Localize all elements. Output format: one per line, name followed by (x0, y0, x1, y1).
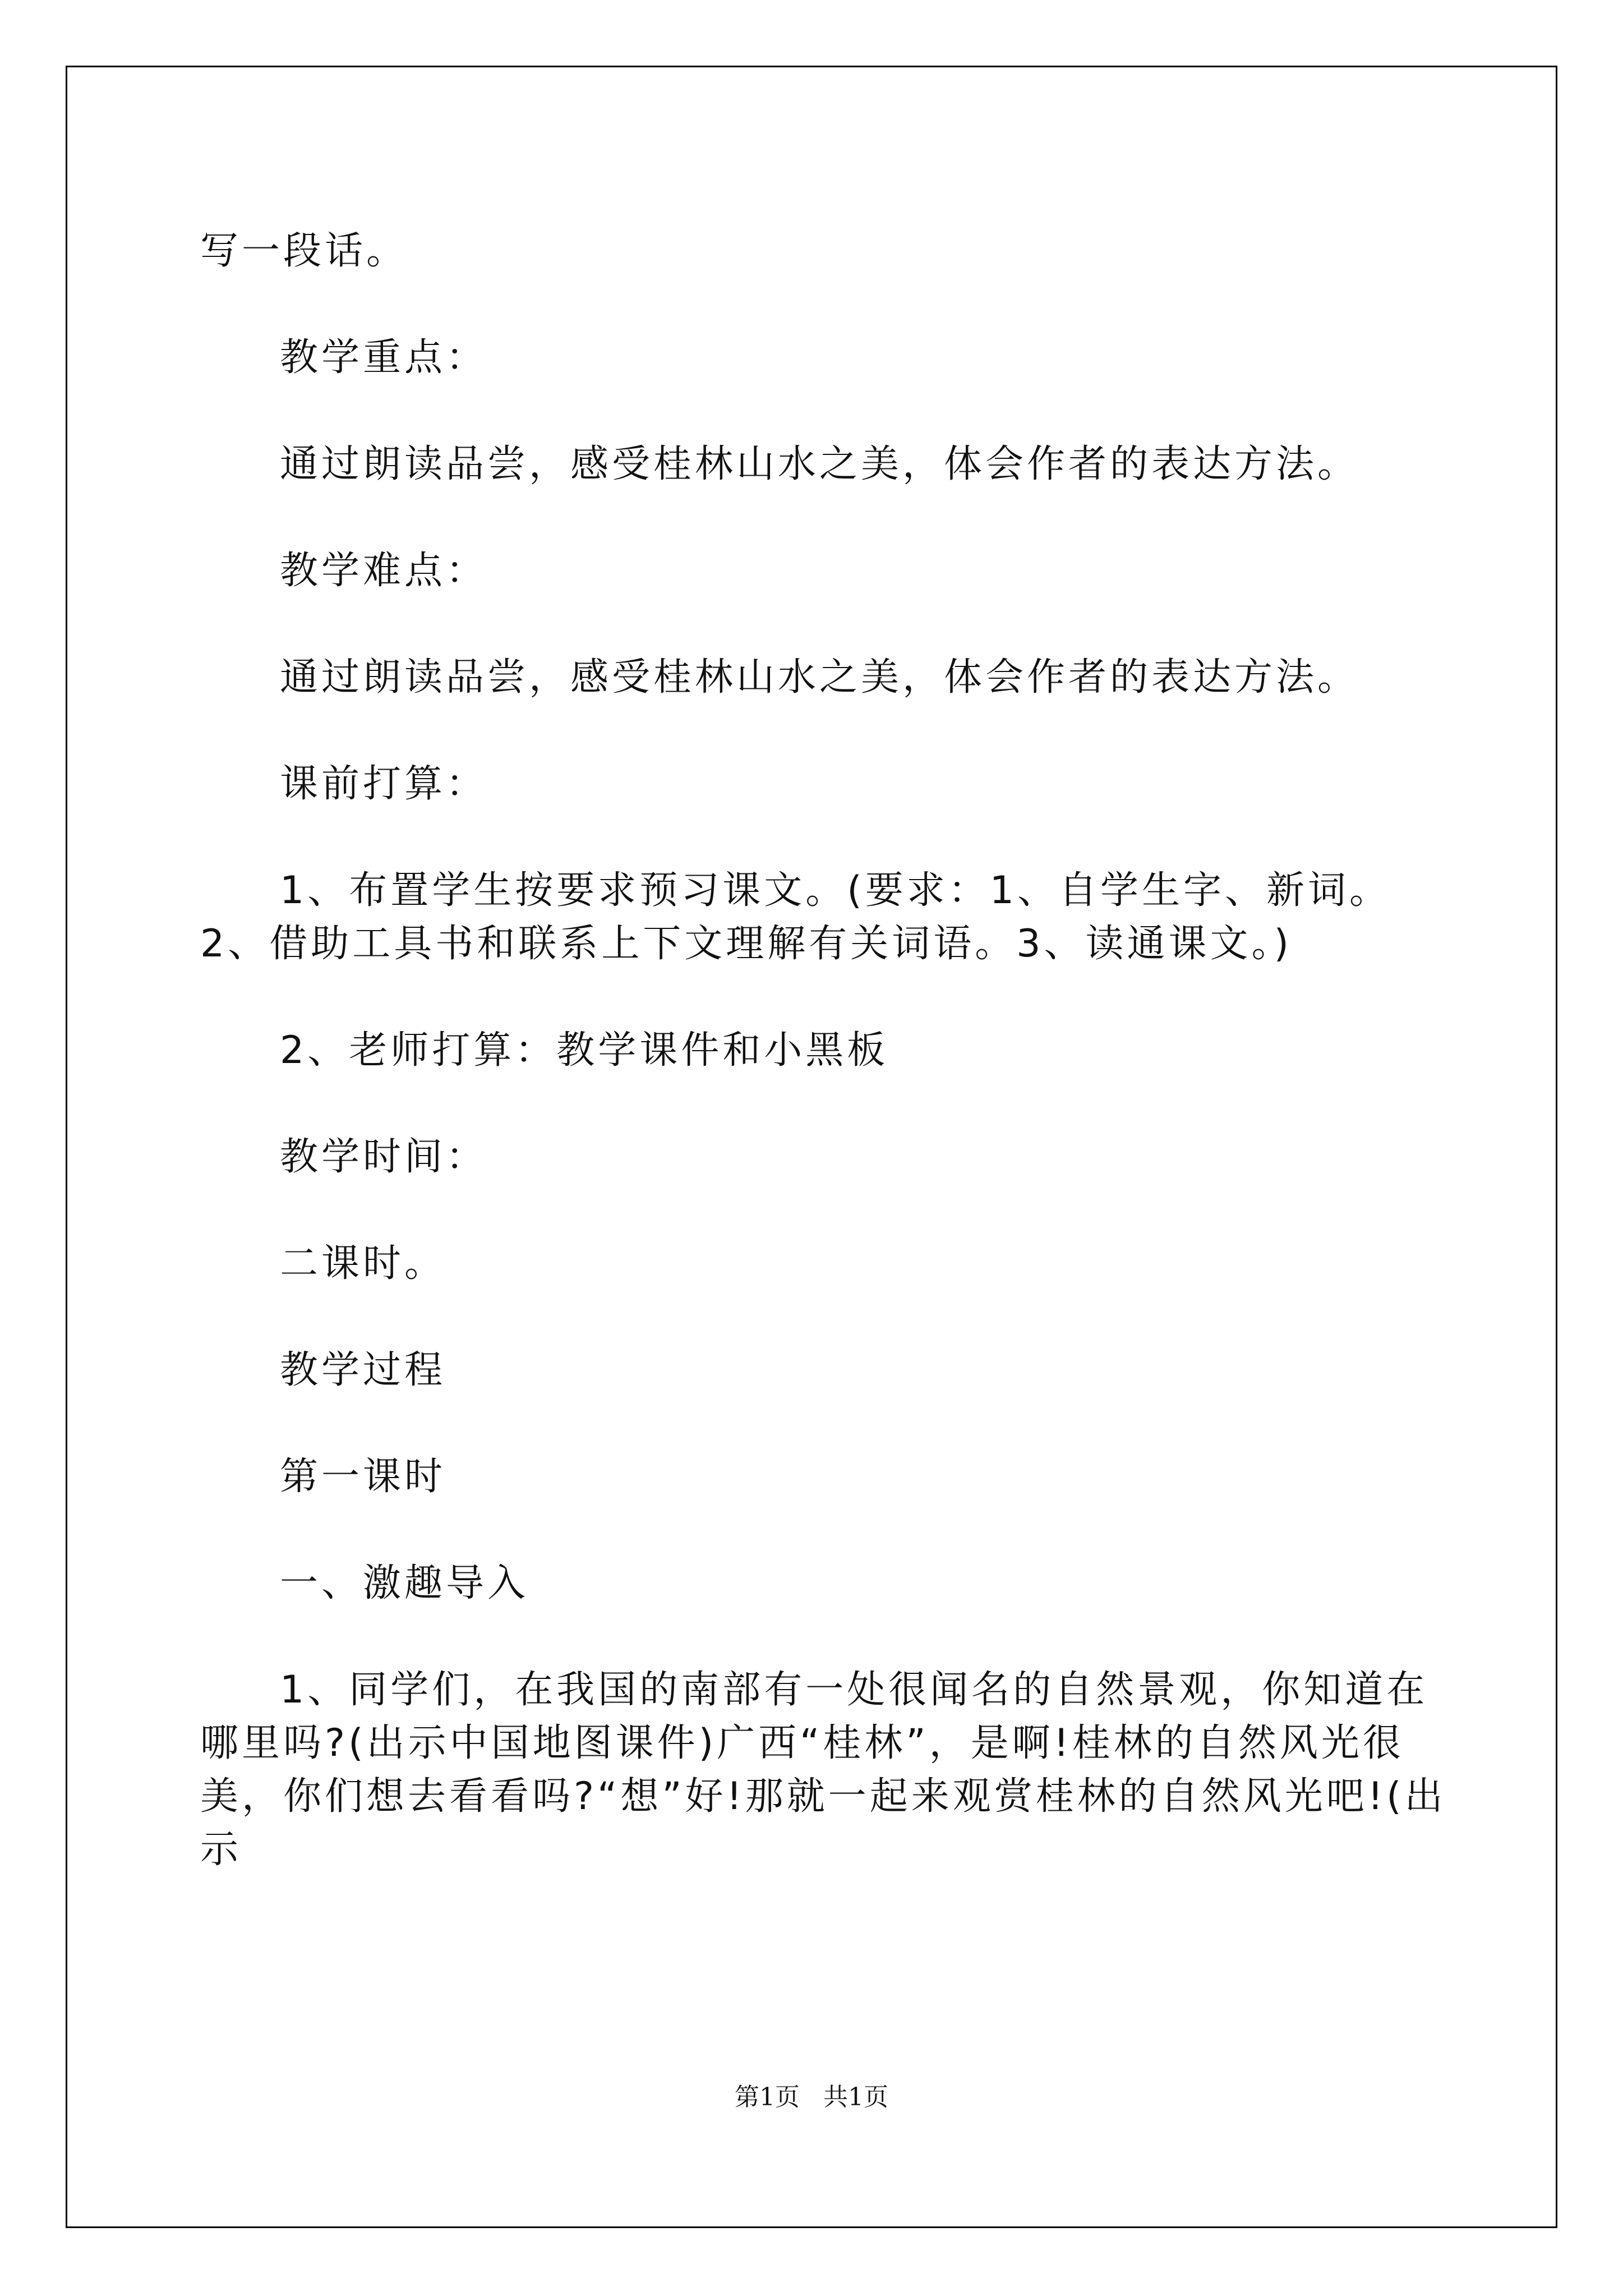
paragraph: 通过朗读品尝，感受桂林山水之美，体会作者的表达方法。 (280, 442, 1359, 486)
heading-introduction: 一、激趣导入 (280, 1561, 529, 1605)
paragraph: 二课时。 (280, 1241, 446, 1286)
heading-teaching-focus: 教学重点： (280, 335, 488, 380)
paragraph: 写一段话。 (200, 229, 408, 273)
heading-teaching-difficulty: 教学难点： (280, 549, 488, 593)
paragraph: 通过朗读品尝，感受桂林山水之美，体会作者的表达方法。 (280, 655, 1359, 700)
paragraph: 1、同学们，在我国的南部有一处很闻名的自然景观，你知道在哪里吗?(出示中国地图课件)广西“桂林”，是啊!桂林的自然风光很美，你们想去看看吗?“想”好!那就一起来观赏桂林的自然风光吧!(出示 (200, 1668, 1446, 1872)
page-footer (0, 2077, 1623, 2113)
heading-teaching-time: 教学时间： (280, 1135, 488, 1179)
paragraph: 1、布置学生按要求预习课文。(要求：1、自学生字、新词。2、借助工具书和联系上下文理解有关词语。3、读通课文。) (200, 868, 1391, 966)
heading-first-lesson: 第一课时 (280, 1455, 446, 1499)
heading-preparation: 课前打算： (280, 762, 488, 806)
document-body (200, 224, 1459, 1930)
heading-teaching-process: 教学过程 (280, 1348, 446, 1392)
page-total: 共1页 (823, 2083, 888, 2111)
paragraph: 2、老师打算：教学课件和小黑板 (280, 1028, 889, 1073)
page-number: 第1页 (735, 2083, 800, 2111)
